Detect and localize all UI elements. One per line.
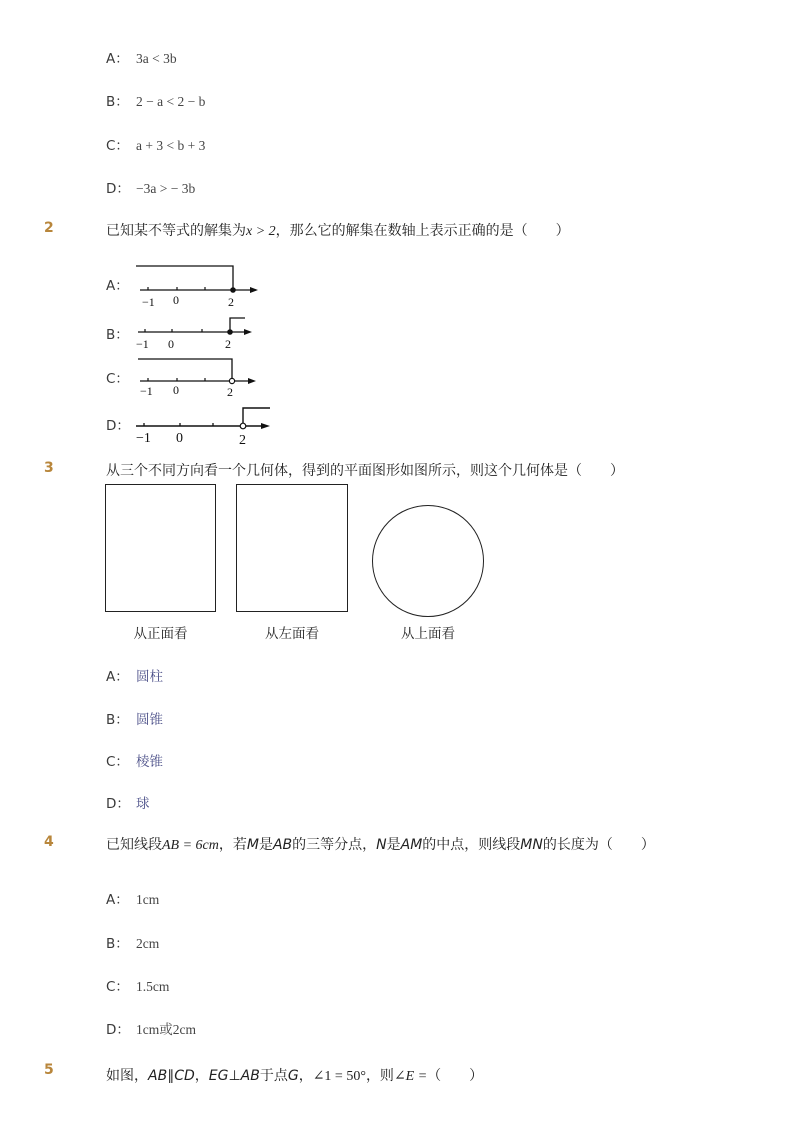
option-letter: B：	[106, 94, 129, 110]
question-text: 如图，AB∥CD，EG⊥AB于点G，∠1 = 50°，则∠E =（ ）	[106, 1068, 484, 1084]
tick-label: 0	[168, 337, 174, 351]
tick-label: −1	[142, 295, 155, 309]
tick-label: 2	[239, 433, 246, 448]
tick-label: 2	[225, 337, 231, 351]
q3-option-c[interactable]: C： 棱锥	[106, 754, 163, 770]
tick-label: 0	[173, 383, 179, 397]
q3-option-b[interactable]: B： 圆锥	[106, 712, 163, 728]
q1-option-a[interactable]	[106, 47, 177, 67]
option-value: 2cm	[136, 936, 160, 951]
option-value: 圆锥	[136, 712, 163, 728]
question-number: 3	[44, 460, 54, 476]
q2-option-a[interactable]: A：	[106, 278, 129, 294]
tick-label: −1	[136, 431, 151, 446]
question-text: 已知线段AB = 6cm，若M是AB的三等分点，N是AM的中点，则线段MN的长度为（ ）	[106, 837, 655, 853]
option-value: 圆柱	[136, 669, 163, 685]
option-value: −3a > − 3b	[136, 181, 196, 196]
caption-front-view: 从正面看	[133, 626, 188, 642]
tick-label: 0	[173, 293, 179, 307]
question-number: 5	[44, 1062, 54, 1078]
tick-label: 2	[227, 385, 233, 399]
q4-option-c[interactable]: C： 1.5cm	[106, 979, 170, 995]
q1-option-b[interactable]	[106, 90, 205, 110]
tick-label: −1	[136, 337, 149, 351]
tick-label: −1	[140, 384, 153, 398]
inline-math: x > 2	[246, 224, 276, 239]
q1-option-c[interactable]	[106, 134, 205, 154]
question-number: 2	[44, 220, 54, 236]
number-line-a	[130, 262, 270, 312]
option-value: a + 3 < b + 3	[136, 138, 206, 153]
q1-option-d[interactable]	[106, 177, 195, 197]
q2-option-d[interactable]: D：	[106, 418, 130, 434]
option-value: 2 − a < 2 − b	[136, 94, 206, 109]
question-number: 4	[44, 834, 54, 850]
option-letter: A：	[106, 51, 129, 67]
option-value: 1cm	[136, 892, 160, 907]
number-line-d	[130, 402, 280, 448]
q3-option-a[interactable]: A： 圆柱	[106, 669, 163, 685]
caption-left-view: 从左面看	[265, 626, 319, 642]
option-value: 棱锥	[136, 754, 163, 770]
option-letter: D：	[106, 181, 130, 197]
tick-label: 0	[176, 431, 183, 446]
option-letter: C：	[106, 138, 129, 154]
number-line-c	[130, 355, 270, 399]
option-value: 1.5cm	[136, 979, 170, 994]
number-line-b	[130, 312, 270, 354]
tick-label: 2	[228, 295, 234, 309]
option-value: 1cm或2cm	[136, 1022, 196, 1037]
q4-option-a[interactable]: A： 1cm	[106, 892, 160, 908]
q2-option-b[interactable]: B：	[106, 327, 129, 343]
option-value: 球	[136, 796, 150, 812]
q4-option-d[interactable]: D： 1cm或2cm	[106, 1022, 196, 1038]
caption-top-view: 从上面看	[401, 626, 455, 642]
left-view-rectangle	[236, 484, 348, 612]
q2-option-c[interactable]: C：	[106, 371, 129, 387]
front-view-rectangle	[105, 484, 216, 612]
option-value: 3a < 3b	[136, 51, 177, 66]
q3-option-d[interactable]: D： 球	[106, 796, 150, 812]
question-text: 已知某不等式的解集为x > 2，那么它的解集在数轴上表示正确的是（ ）	[106, 223, 570, 239]
q4-option-b[interactable]: B： 2cm	[106, 936, 160, 952]
question-text: 从三个不同方向看一个几何体，得到的平面图形如图所示，则这个几何体是（ ）	[106, 463, 624, 479]
top-view-circle	[372, 505, 484, 617]
